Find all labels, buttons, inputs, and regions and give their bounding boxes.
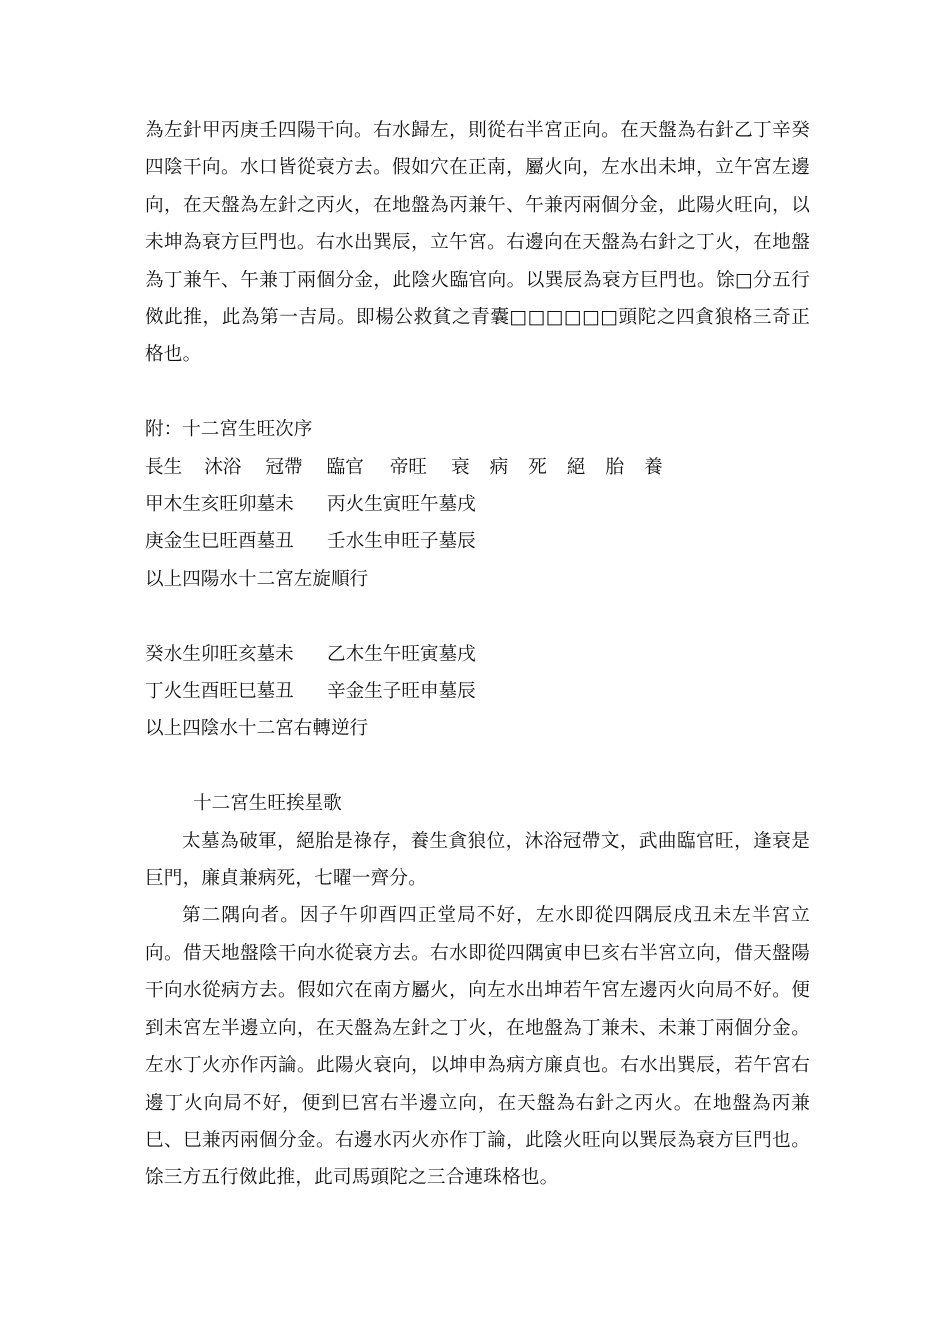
spacer bbox=[145, 374, 810, 411]
yin-row-1-right: 乙木生午旺寅墓戌 bbox=[327, 643, 476, 665]
stage-label: 帝旺 bbox=[389, 456, 428, 478]
yin-row-2-left: 丁火生酉旺巳墓丑 bbox=[145, 681, 294, 703]
yin-row-1-left: 癸水生卯旺亥墓未 bbox=[145, 643, 294, 665]
spacer bbox=[145, 598, 810, 635]
stage-label: 養 bbox=[644, 456, 663, 478]
stage-label: 病 bbox=[489, 456, 509, 478]
stage-label: 臨官 bbox=[326, 456, 364, 478]
stage-label: 死 bbox=[528, 456, 547, 478]
stage-label: 長生 bbox=[145, 456, 183, 478]
yang-row-1 bbox=[145, 486, 810, 523]
song-text: 太墓為破軍，絕胎是祿存，養生貪狼位，沐浴冠帶文，武曲臨官旺，逢衰是巨門，廉貞兼病死，七曜一齊分。 bbox=[145, 830, 810, 890]
paragraph-first-auspicious-pattern: 為左針甲丙庚壬四陽干向。右水歸左，則從右半宮正向。在天盤為右針乙丁辛癸四陰干向。水口皆從衰方去。假如穴在正南，屬火向，左水出未坤，立午宮左邊向，在天盤為左針之丙火，在地盤為丙兼午、午兼丙兩個分金，此陽火旺向，以未坤為衰方巨門也。右水出巽辰，立午宮。右邊向在天盤為右針之丁火，在地盤為丁兼午、午兼丁兩個分金，此陰火臨官向。以巽辰為衰方巨門也。馀□分五行傚此推，此為第一吉局。即楊公救貧之青囊□□□□□□頭陀之四貪狼格三奇正格也。 bbox=[145, 120, 810, 366]
appendix-title: 附：十二宮生旺次序 bbox=[145, 419, 313, 441]
yin-summary: 以上四陰水十二宮右轉逆行 bbox=[145, 718, 369, 740]
yin-row-1 bbox=[145, 636, 810, 673]
stage-label: 絕 bbox=[566, 456, 586, 478]
stage-label: 衰 bbox=[451, 456, 470, 478]
yang-row-2 bbox=[145, 523, 810, 560]
yang-summary: 以上四陽水十二宮左旋順行 bbox=[145, 568, 369, 590]
stage-label: 冠帶 bbox=[265, 456, 303, 478]
spacer bbox=[145, 748, 810, 785]
twelve-stages-row bbox=[145, 449, 810, 486]
yang-row-1-left: 甲木生亥旺卯墓未 bbox=[145, 494, 294, 516]
song-title: 十二宮生旺挨星歌 bbox=[193, 793, 342, 815]
yin-row-2-right: 辛金生子旺申墓辰 bbox=[327, 681, 476, 703]
yin-row-2 bbox=[145, 673, 810, 710]
stage-label: 沐浴 bbox=[204, 456, 242, 478]
document-page bbox=[145, 112, 810, 1197]
yang-row-2-left: 庚金生巳旺酉墓丑 bbox=[145, 531, 294, 553]
paragraph-second-corner-direction: 第二隅向者。因子午卯酉四正堂局不好，左水即從四隅辰戌丑未左半宮立向。借天地盤陰干向水從衰方去。右水即從四隅寅申巳亥右半宮立向，借天盤陽干向水從病方去。假如穴在南方屬火，向左水出坤若午宮左邊丙火向局不好。便到未宮左半邊立向，在天盤為左針之丁火，在地盤為丁兼未、未兼丁兩個分金。左水丁火亦作丙論。此陽火衰向，以坤申為病方廉貞也。右水出巽辰，若午宮右邊丁火向局不好，便到巳宮右半邊立向，在天盤為右針之丙火。在地盤為丙兼巳、巳兼丙兩個分金。右邊水丙火亦作丁論，此陰火旺向以巽辰為衰方巨門也。馀三方五行傚此推，此司馬頭陀之三合連珠格也。 bbox=[145, 905, 810, 1189]
yang-row-1-right: 丙火生寅旺午墓戌 bbox=[327, 494, 476, 516]
stage-label: 胎 bbox=[605, 456, 625, 478]
yang-row-2-right: 壬水生申旺子墓辰 bbox=[327, 531, 476, 553]
